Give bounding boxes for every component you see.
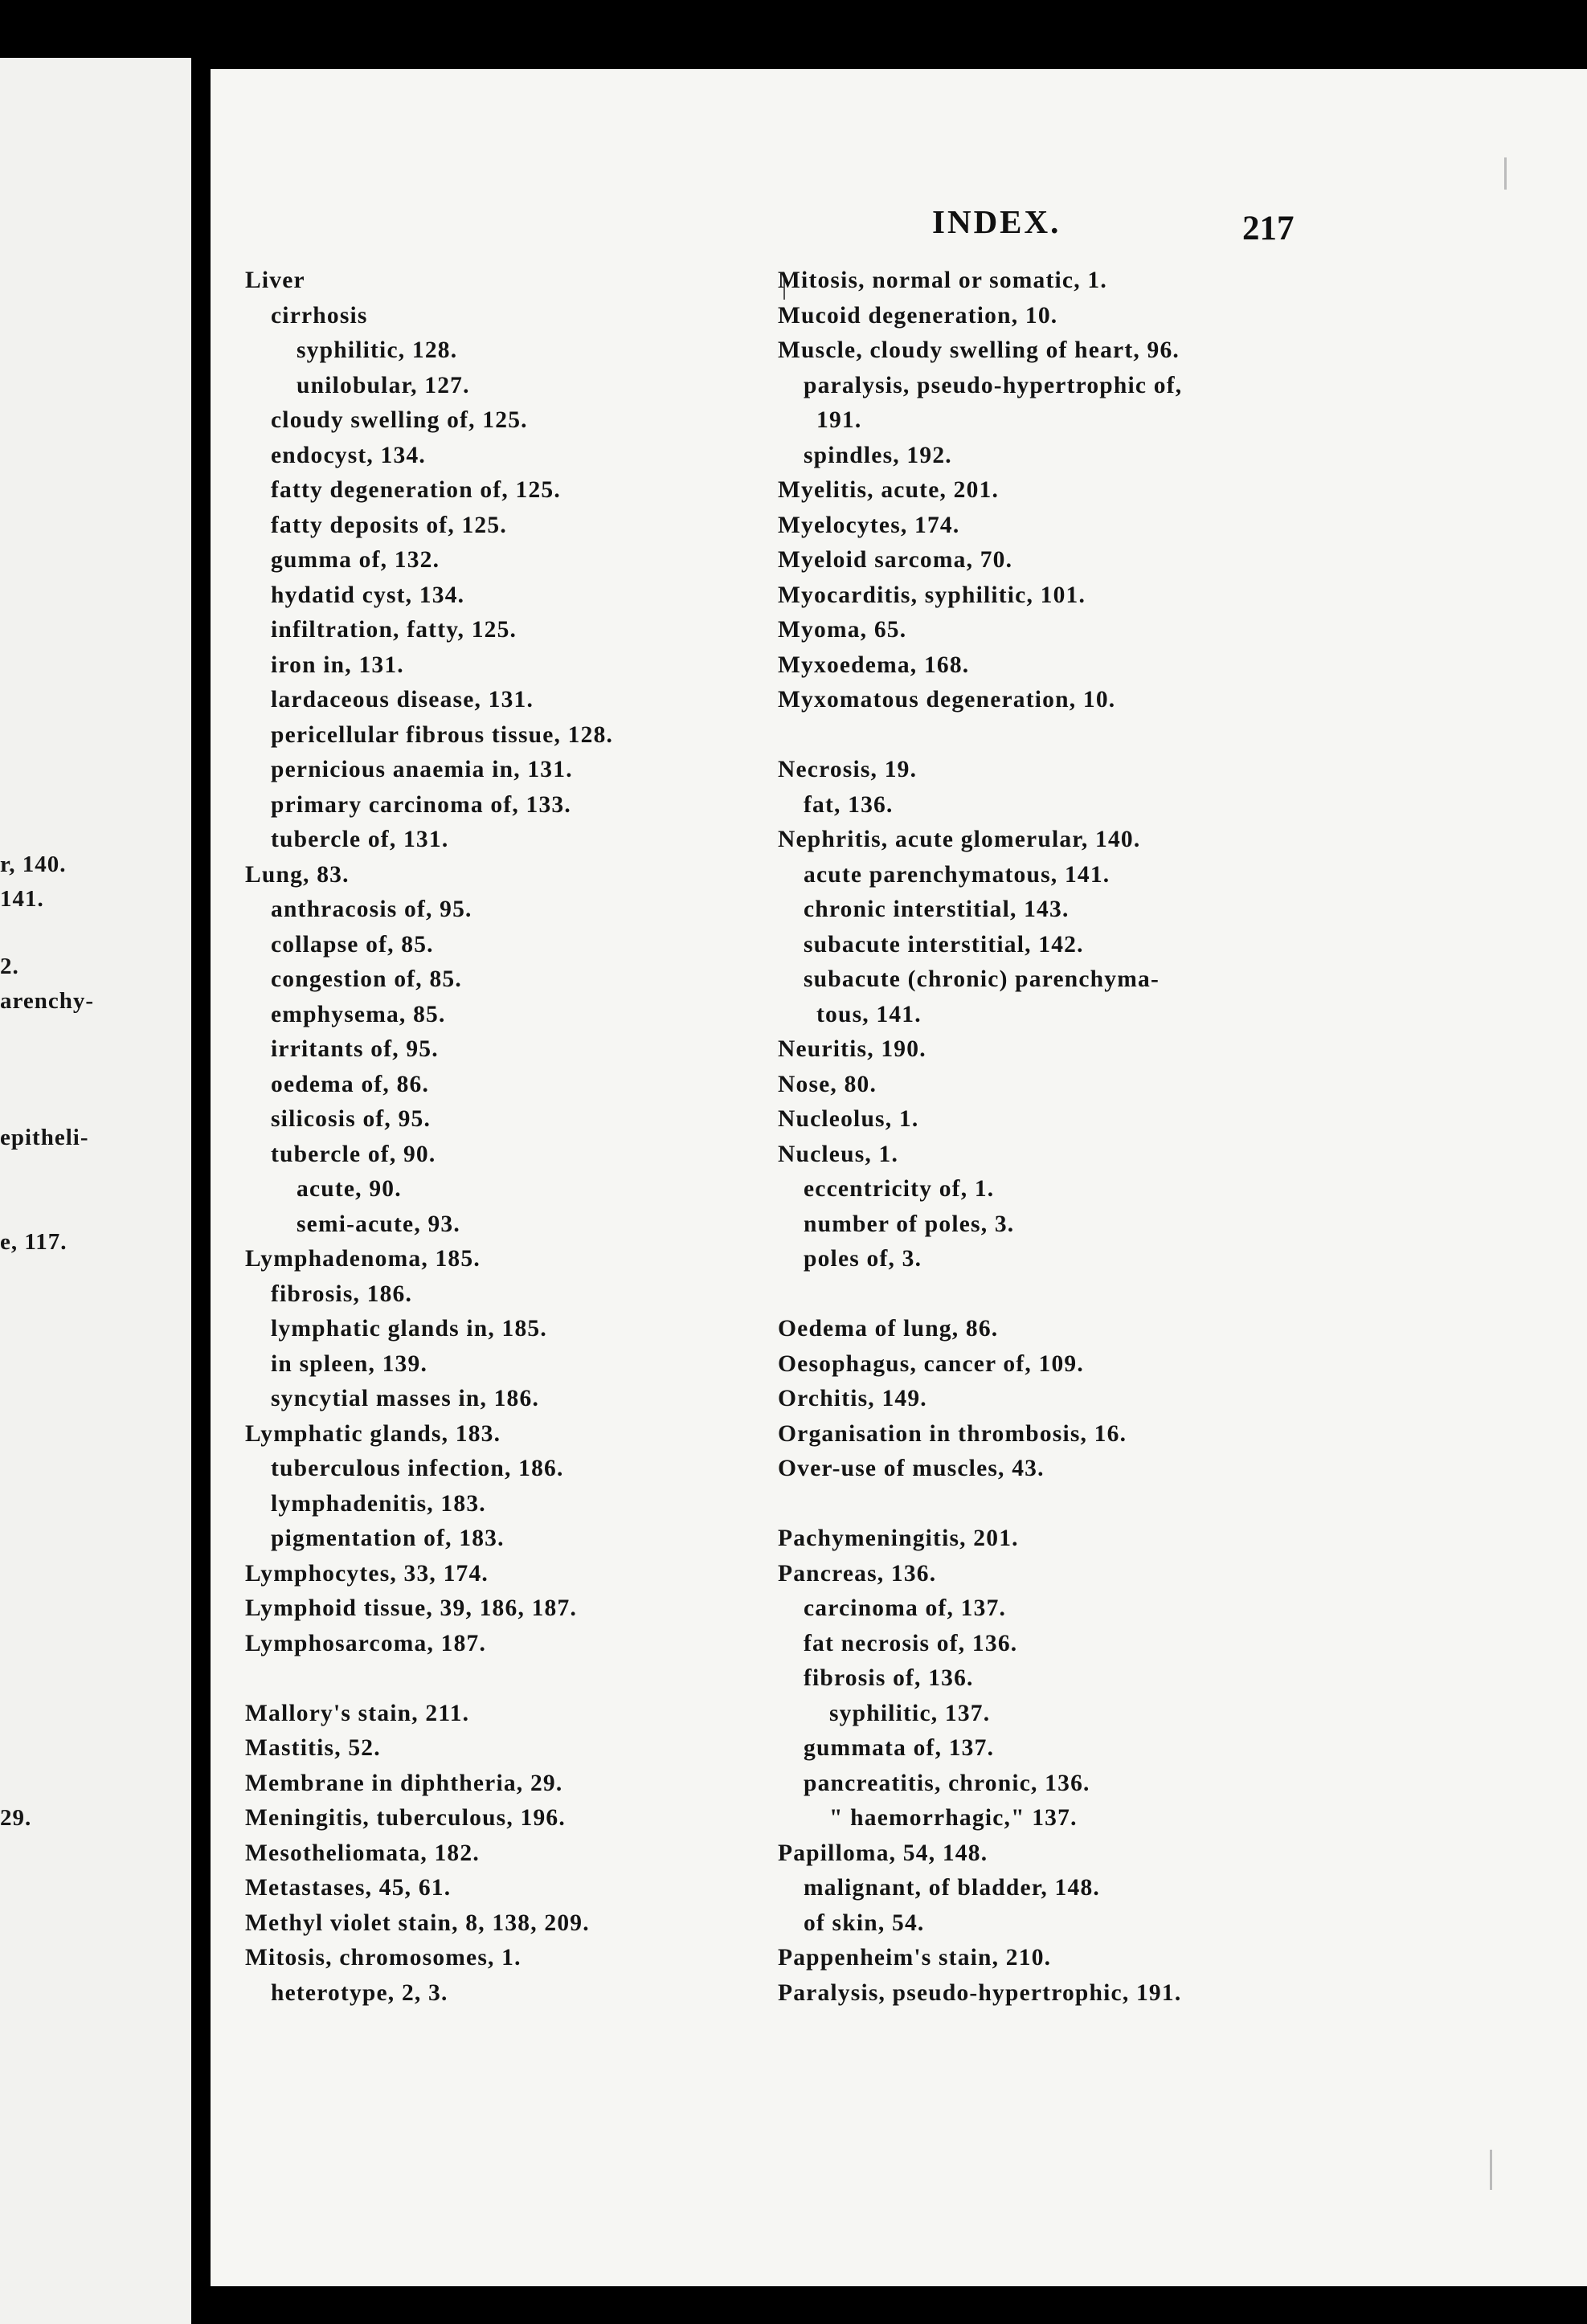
index-subentry: gummata of, 137. [804, 1735, 995, 1761]
index-entry: Metastases, 45, 61. [245, 1875, 452, 1901]
index-subentry: emphysema, 85. [271, 1001, 446, 1027]
index-subentry: fatty deposits of, 125. [271, 512, 507, 538]
index-subentry: cirrhosis [271, 302, 368, 329]
index-entry: Mitosis, normal or somatic, 1. [778, 268, 1107, 293]
index-subentry: subacute interstitial, 142. [804, 931, 1084, 958]
running-head: INDEX. [932, 203, 1061, 240]
index-entry: Mastitis, 52. [245, 1735, 381, 1761]
index-subentry: carcinoma of, 137. [804, 1595, 1007, 1621]
section-gap [245, 1661, 743, 1697]
index-subentry: lymphadenitis, 183. [271, 1490, 486, 1517]
index-entry: Lung, 83. [245, 861, 350, 888]
index-subentry: spindles, 192. [804, 442, 952, 468]
index-subentry: infiltration, fatty, 125. [271, 617, 517, 643]
index-entry: Lymphadenoma, 185. [245, 1246, 481, 1272]
index-subentry: tubercle of, 90. [271, 1141, 436, 1167]
index-entry: Over-use of muscles, 43. [778, 1456, 1045, 1481]
index-entry: Myoma, 65. [778, 617, 907, 643]
page-header [211, 202, 1587, 251]
index-subentry: tuberculous infection, 186. [271, 1456, 564, 1481]
index-subentry: semi-acute, 93. [297, 1211, 460, 1237]
index-entry: Paralysis, pseudo-hypertrophic, 191. [778, 1979, 1182, 2006]
adjacent-page-fragment: 2. [0, 954, 19, 979]
index-subentry: malignant, of bladder, 148. [804, 1875, 1100, 1901]
index-subentry: fat necrosis of, 136. [804, 1630, 1018, 1656]
index-entry: Orchitis, 149. [778, 1386, 927, 1411]
index-subentry: fat, 136. [804, 791, 894, 818]
index-subentry: cloudy swelling of, 125. [271, 407, 528, 433]
index-subentry: gumma of, 132. [271, 547, 440, 573]
index-entry: Mucoid degeneration, 10. [778, 302, 1058, 329]
adjacent-page-edge [0, 58, 191, 2324]
index-entry: Membrane in diphtheria, 29. [245, 1770, 563, 1796]
index-subentry: syphilitic, 128. [297, 337, 458, 363]
index-entry: Mitosis, chromosomes, 1. [245, 1945, 522, 1971]
index-subentry: acute, 90. [297, 1176, 402, 1202]
index-entry: Pappenheim's stain, 210. [778, 1945, 1052, 1971]
index-subentry: eccentricity of, 1. [804, 1176, 995, 1202]
index-subentry: irritants of, 95. [271, 1036, 439, 1062]
index-subentry: poles of, 3. [804, 1246, 922, 1272]
index-subentry: pigmentation of, 183. [271, 1526, 505, 1551]
index-subentry: fibrosis of, 136. [804, 1665, 974, 1691]
index-subentry: fatty degeneration of, 125. [271, 477, 561, 503]
index-subentry: anthracosis of, 95. [271, 897, 472, 922]
index-entry: Pancreas, 136. [778, 1560, 937, 1587]
index-subentry: endocyst, 134. [271, 442, 426, 468]
index-entry: Lymphocytes, 33, 174. [245, 1560, 489, 1587]
index-entry: Papilloma, 54, 148. [778, 1840, 988, 1866]
index-subentry: congestion of, 85. [271, 966, 462, 992]
index-entry: Lymphosarcoma, 187. [245, 1630, 487, 1656]
index-subentry: of skin, 54. [804, 1909, 925, 1936]
index-entry: Pachymeningitis, 201. [778, 1526, 1019, 1551]
index-entry: Mallory's stain, 211. [245, 1700, 470, 1726]
adjacent-page-fragment: epitheli- [0, 1125, 89, 1150]
index-subentry: pericellular fibrous tissue, 128. [271, 721, 614, 748]
index-entry: Oedema of lung, 86. [778, 1316, 999, 1342]
index-subentry: chronic interstitial, 143. [804, 897, 1070, 922]
index-subentry: lymphatic glands in, 185. [271, 1316, 547, 1342]
index-subentry: oedema of, 86. [271, 1071, 430, 1097]
section-gap [778, 718, 1332, 754]
index-subentry: silicosis of, 95. [271, 1106, 432, 1132]
section-gap [778, 1277, 1332, 1313]
index-subentry: unilobular, 127. [297, 372, 470, 398]
index-entry: Mesotheliomata, 182. [245, 1840, 480, 1866]
index-subentry: acute parenchymatous, 141. [804, 861, 1110, 888]
index-subentry: tous, 141. [816, 1001, 922, 1027]
section-gap [778, 1487, 1332, 1522]
index-subentry: syncytial masses in, 186. [271, 1386, 540, 1411]
index-column-right [778, 263, 1332, 2011]
index-subentry: primary carcinoma of, 133. [271, 791, 571, 818]
index-entry: Liver [245, 268, 305, 293]
index-entry: Nephritis, acute glomerular, 140. [778, 827, 1141, 852]
index-entry: Myxomatous degeneration, 10. [778, 687, 1116, 713]
index-entry: Organisation in thrombosis, 16. [778, 1420, 1127, 1447]
page-number: 217 [1242, 210, 1295, 247]
adjacent-page-fragment: arenchy- [0, 988, 95, 1014]
index-entry: Methyl violet stain, 8, 138, 209. [245, 1909, 590, 1936]
index-entry: Oesophagus, cancer of, 109. [778, 1350, 1084, 1377]
adjacent-page-fragment: 141. [0, 886, 44, 912]
adjacent-page-fragment: e, 117. [0, 1229, 67, 1255]
scan-speck [1490, 2150, 1492, 2190]
index-subentry: collapse of, 85. [271, 931, 434, 958]
index-subentry: in spleen, 139. [271, 1350, 428, 1377]
index-subentry: iron in, 131. [271, 651, 404, 678]
index-subentry: fibrosis, 186. [271, 1280, 413, 1307]
index-subentry: hydatid cyst, 134. [271, 582, 465, 608]
index-subentry: 191. [816, 407, 862, 433]
index-entry: Neuritis, 190. [778, 1036, 926, 1062]
index-entry: Myelitis, acute, 201. [778, 477, 1000, 503]
index-entry: Myxoedema, 168. [778, 651, 970, 678]
index-entry: Nose, 80. [778, 1071, 877, 1097]
scan-speck [1504, 157, 1507, 190]
index-subentry: pernicious anaemia in, 131. [271, 757, 573, 782]
index-entry: Muscle, cloudy swelling of heart, 96. [778, 337, 1180, 363]
index-entry: Myocarditis, syphilitic, 101. [778, 582, 1086, 608]
index-entry: Nucleolus, 1. [778, 1106, 919, 1132]
adjacent-page-fragment: r, 140. [0, 852, 67, 877]
index-subentry: pancreatitis, chronic, 136. [804, 1770, 1090, 1796]
index-subentry: tubercle of, 131. [271, 827, 449, 852]
index-column-left [245, 263, 743, 2011]
index-subentry: subacute (chronic) parenchyma- [804, 966, 1160, 992]
index-entry: Nucleus, 1. [778, 1141, 899, 1167]
adjacent-page-fragment: 29. [0, 1805, 32, 1831]
index-entry: Necrosis, 19. [778, 757, 918, 782]
index-subentry: lardaceous disease, 131. [271, 687, 534, 713]
index-subentry: paralysis, pseudo-hypertrophic of, [804, 372, 1183, 398]
index-entry: Lymphatic glands, 183. [245, 1420, 501, 1447]
index-entry: Myeloid sarcoma, 70. [778, 547, 1013, 573]
index-subentry: heterotype, 2, 3. [271, 1979, 448, 2006]
index-subentry: syphilitic, 137. [829, 1700, 991, 1726]
index-subentry: number of poles, 3. [804, 1211, 1015, 1237]
index-entry: Meningitis, tuberculous, 196. [245, 1805, 566, 1831]
index-entry: Myelocytes, 174. [778, 512, 960, 538]
index-subentry: " haemorrhagic," 137. [829, 1805, 1078, 1831]
index-entry: Lymphoid tissue, 39, 186, 187. [245, 1595, 578, 1621]
